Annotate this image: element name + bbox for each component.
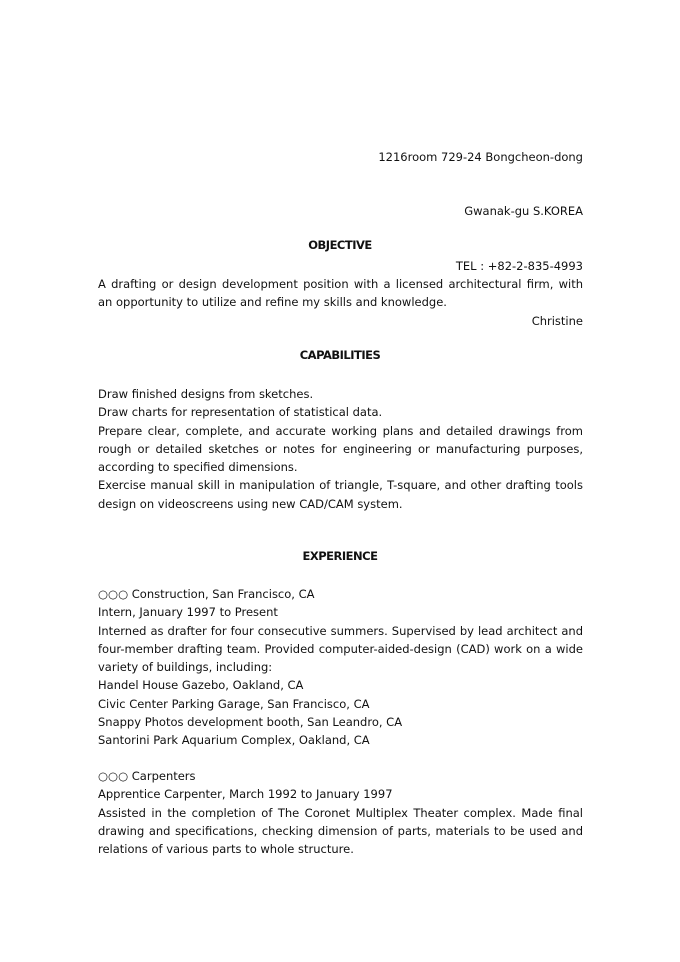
job-company: ○○○ Construction, San Francisco, CA	[98, 587, 315, 601]
phone-line: TEL : +82-2-835-4993	[455, 259, 583, 274]
capability-item: Exercise manual skill in manipulation of triangle, T-square, and other drafting tools design on videoscreens using new CAD/CAM system.	[98, 478, 583, 511]
job-role: Intern, January 1997 to Present	[98, 605, 278, 620]
capabilities-heading: CAPABILITIES	[299, 348, 381, 362]
capability-item: Prepare clear, complete, and accurate working plans and detailed drawings from rough or detailed sketches or notes for engineering or manufacturing purposes, according to specified dimensions.	[98, 423, 583, 475]
objective-heading: OBJECTIVE	[308, 238, 372, 252]
job-description: Assisted in the completion of The Coronet Multiplex Theater complex. Made final drawing and specifications, checking dimension of parts, materials to be used and relations of various parts to whole structure.	[98, 805, 583, 857]
name-line: Christine	[531, 314, 583, 329]
job-company: ○○○ Carpenters	[98, 769, 196, 783]
capability-item: Draw finished designs from sketches.	[98, 387, 314, 401]
project-item: Snappy Photos development booth, San Leandro, CA	[98, 715, 403, 730]
experience-heading: EXPERIENCE	[302, 549, 378, 563]
capability-item: Draw charts for representation of statistical data.	[98, 405, 383, 420]
experience-job-1	[98, 585, 583, 750]
project-item: Santorini Park Aquarium Complex, Oakland, CA	[98, 733, 370, 748]
experience-job-2	[98, 767, 583, 858]
objective-text	[98, 275, 583, 312]
address-line-2: Gwanak-gu S.KOREA	[464, 204, 583, 219]
project-item: Handel House Gazebo, Oakland, CA	[98, 678, 304, 693]
job-role: Apprentice Carpenter, March 1992 to January 1997	[98, 787, 393, 802]
project-item: Civic Center Parking Garage, San Francisco, CA	[98, 696, 370, 711]
job-description: Interned as drafter for four consecutive summers. Supervised by lead architect and four-member drafting team. Provided computer-aided-design (CAD) work on a wide variety of buildings, including:	[98, 623, 583, 675]
address-line-1: 1216room 729-24 Bongcheon-dong	[378, 149, 583, 164]
capabilities-list	[98, 385, 583, 513]
objective-paragraph: A drafting or design development position with a licensed architectural firm, with an opportunity to utilize and refine my skills and knowledge.	[98, 277, 583, 310]
